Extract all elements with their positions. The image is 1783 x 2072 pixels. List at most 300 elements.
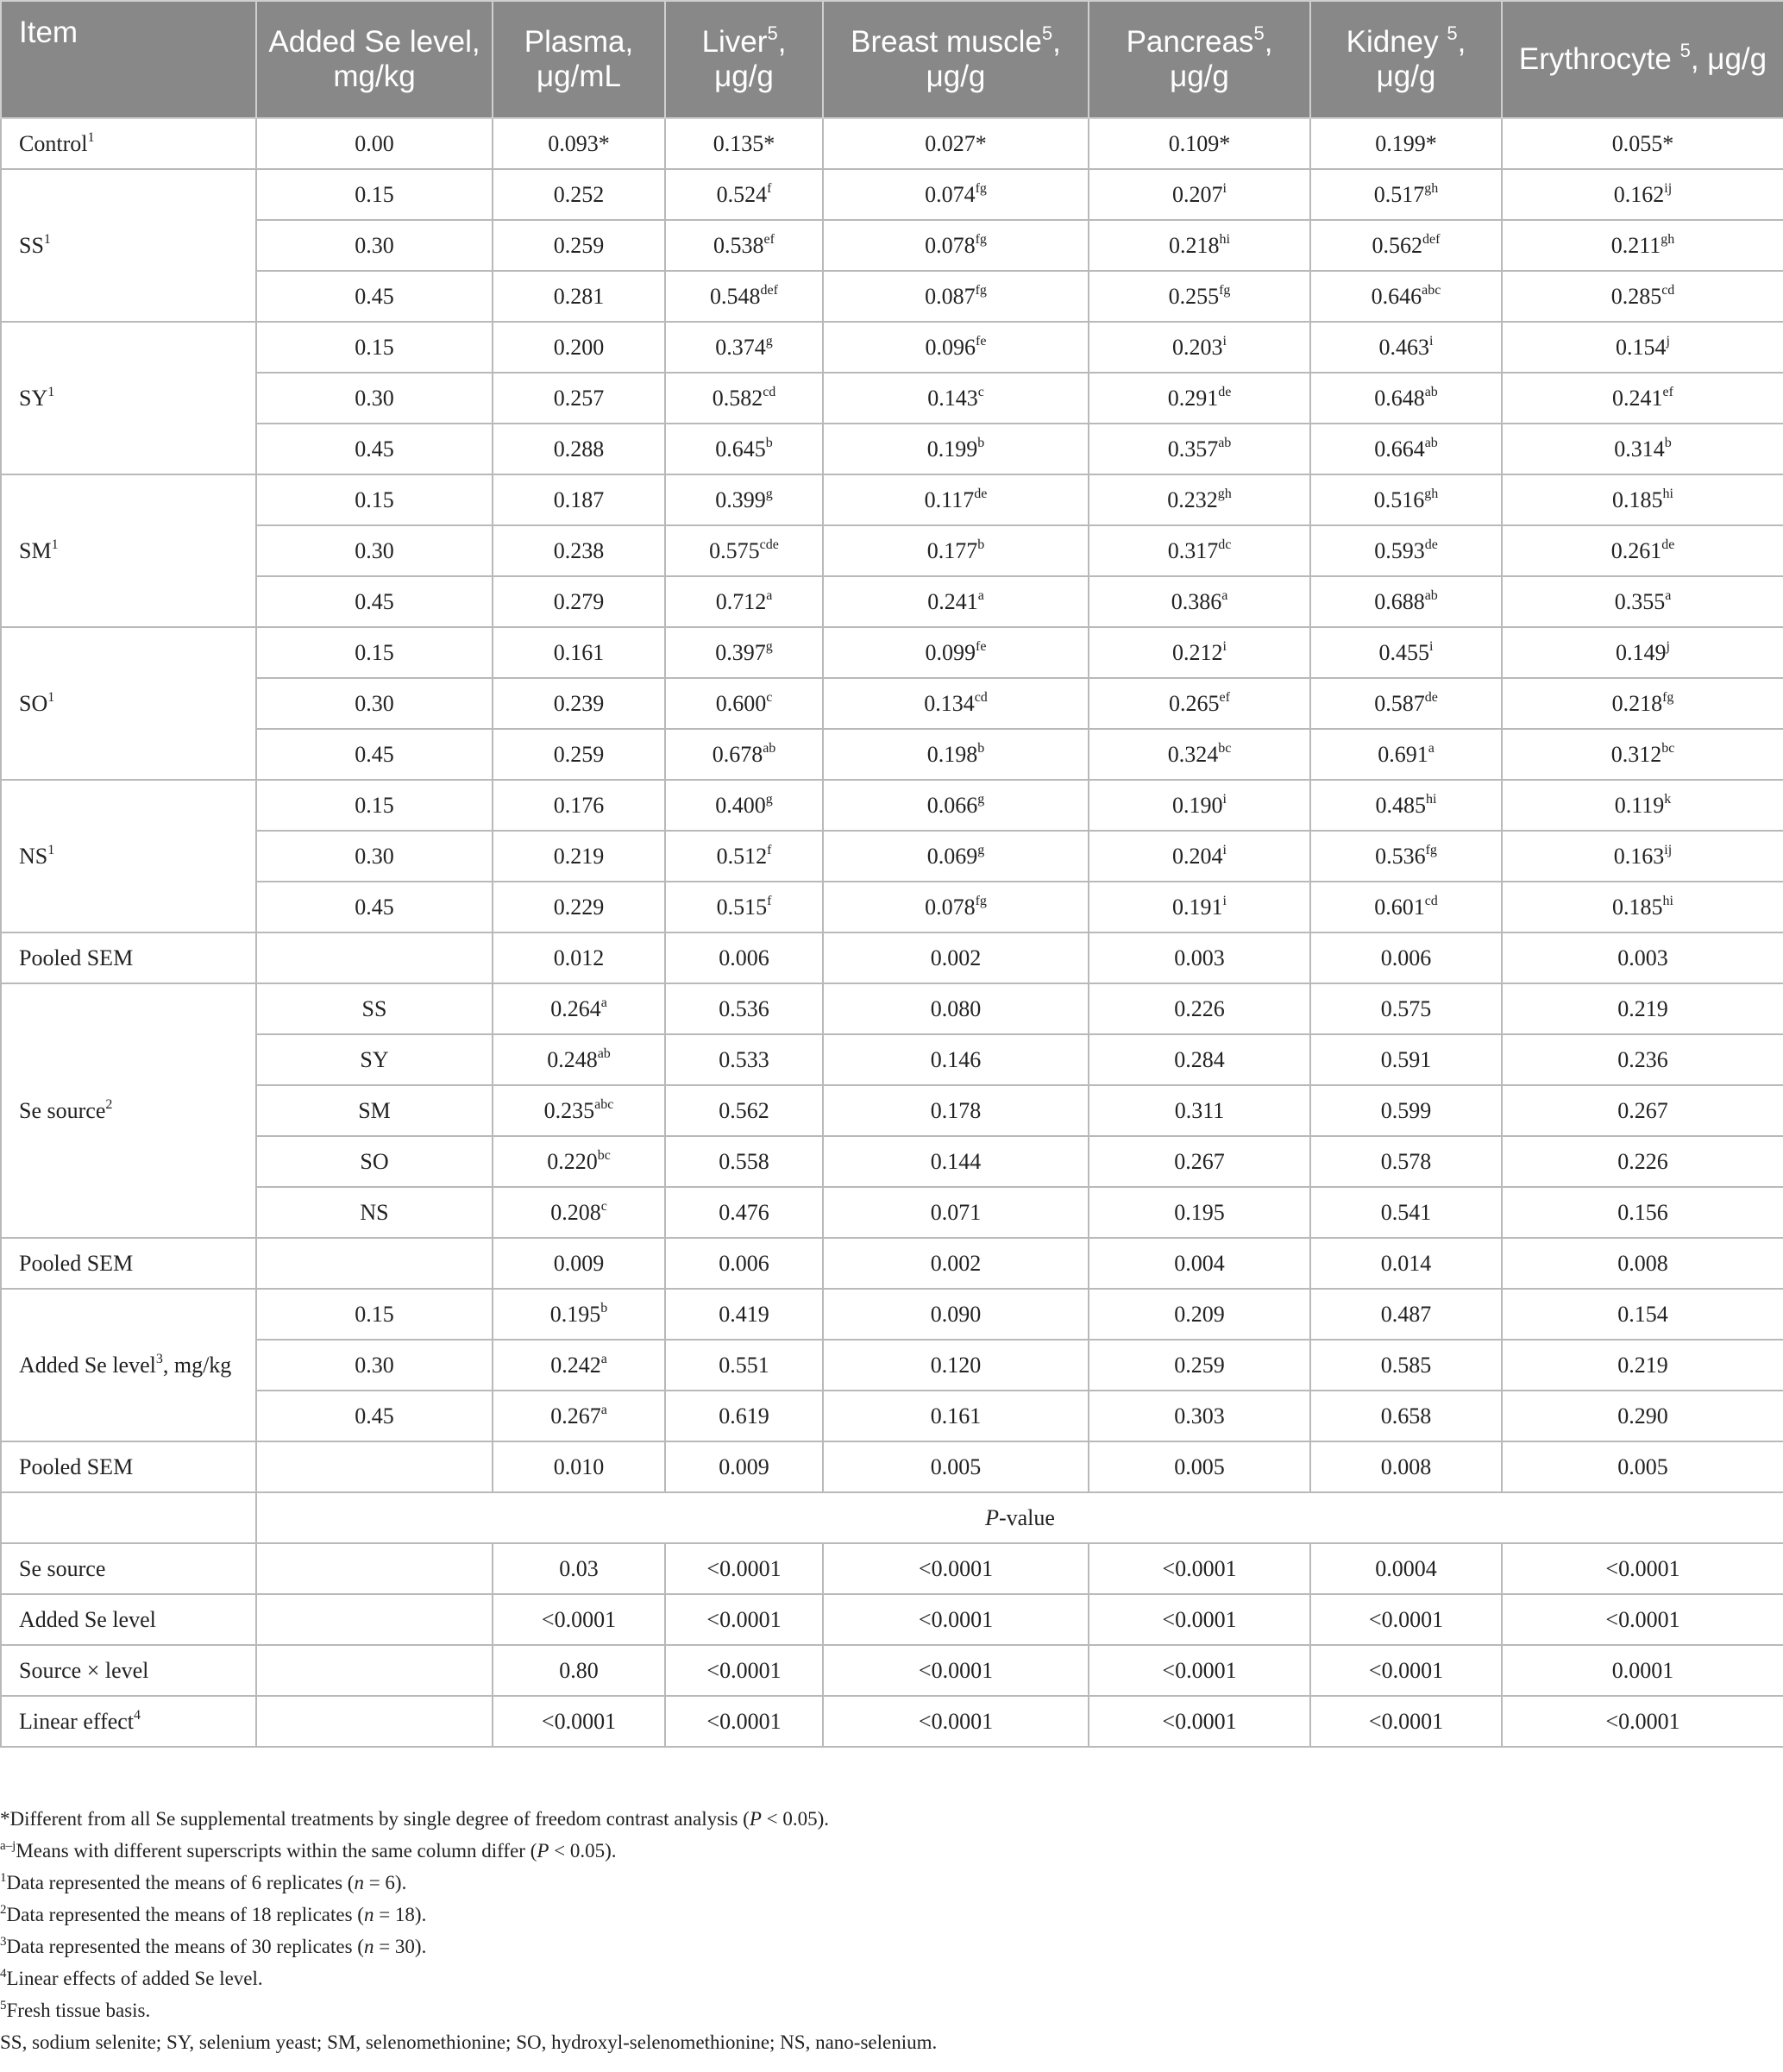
level-cell	[256, 1238, 493, 1289]
level-cell: 0.15	[256, 627, 493, 678]
cell-value: 0.257	[553, 385, 605, 411]
item-label: Added Se level	[19, 1606, 156, 1632]
column-header-superscript: 5	[1041, 22, 1053, 44]
cell-value: 0.005	[1174, 1454, 1225, 1479]
level-cell: 0.30	[256, 525, 493, 576]
column-header-text: Plasma, μg/mL	[524, 25, 634, 93]
item-superscript: 2	[105, 1096, 113, 1112]
value-cell	[1310, 576, 1502, 627]
cell-value: 0.548	[710, 283, 761, 309]
value-cell	[823, 1441, 1089, 1492]
value-cell	[1089, 1441, 1310, 1492]
value-cell	[493, 1238, 665, 1289]
cell-value: 0.014	[1380, 1250, 1432, 1276]
value-cell	[823, 1238, 1089, 1289]
level-cell: SS	[256, 983, 493, 1034]
cell-value: 0.324	[1167, 741, 1219, 767]
value-cell	[1089, 932, 1310, 983]
item-label: Control	[19, 130, 88, 156]
value-cell	[1502, 118, 1783, 169]
level-cell: 0.45	[256, 1391, 493, 1441]
value-cell	[1502, 983, 1783, 1034]
cell-superscript: b	[600, 1300, 608, 1315]
cell-superscript: i	[1222, 842, 1227, 857]
cell-value: 0.357	[1167, 436, 1219, 461]
value-cell	[665, 1340, 823, 1391]
footnote-text: = 30).	[374, 1936, 427, 1957]
cell-value: 0.578	[1380, 1148, 1432, 1174]
cell-value: 0.199*	[1375, 130, 1437, 156]
table-body	[1, 118, 1783, 1747]
value-cell	[1310, 932, 1502, 983]
cell-value: 0.285	[1610, 283, 1662, 309]
value-cell	[1502, 932, 1783, 983]
level-cell: 0.45	[256, 882, 493, 932]
footnote-text: P	[749, 1808, 762, 1830]
pvalue-header-italic: P	[985, 1504, 999, 1530]
cell-value: 0.163	[1613, 843, 1665, 869]
cell-value: 0.241	[927, 588, 978, 614]
footnote-text: n	[354, 1872, 364, 1893]
footnote-text: *Different from all Se supplemental treatments by single degree of freedom contrast analysis (	[0, 1808, 750, 1830]
value-cell	[1089, 1289, 1310, 1340]
cell-superscript: j	[1666, 638, 1670, 654]
column-header-unit: , μg/g	[1376, 25, 1466, 93]
value-cell	[493, 271, 665, 322]
item-superscript: 1	[47, 384, 55, 399]
pvalue-row	[1, 1594, 1783, 1645]
cell-superscript: de	[1661, 537, 1675, 552]
value-cell	[1310, 220, 1502, 271]
value-cell	[823, 1034, 1089, 1085]
value-cell	[665, 882, 823, 932]
cell-value: 0.027*	[925, 130, 987, 156]
value-cell	[823, 831, 1089, 882]
cell-value: 0.002	[930, 1250, 982, 1276]
cell-superscript: a	[1665, 587, 1672, 603]
cell-value: 0.517	[1373, 181, 1425, 207]
value-cell	[1310, 1391, 1502, 1441]
cell-superscript: a	[600, 995, 607, 1010]
cell-value: 0.226	[1174, 995, 1225, 1021]
footnote-text: Linear effects of added Se level.	[6, 1968, 263, 1989]
value-cell	[665, 576, 823, 627]
value-cell	[665, 1289, 823, 1340]
cell-superscript: b	[977, 740, 985, 756]
item-superscript: 1	[87, 129, 95, 145]
value-cell	[665, 525, 823, 576]
pvalue-cell: 0.0004	[1310, 1543, 1502, 1594]
footnote-superscript: 3	[0, 1935, 7, 1949]
cell-value: 0.005	[930, 1454, 982, 1479]
cell-superscript: fe	[976, 638, 987, 654]
pvalue-header	[256, 1492, 1783, 1543]
table-row	[1, 729, 1783, 780]
level-cell: 0.15	[256, 474, 493, 525]
value-cell	[1502, 474, 1783, 525]
cell-superscript: b	[977, 537, 985, 552]
cell-superscript: g	[977, 842, 985, 857]
level-cell: SM	[256, 1085, 493, 1136]
value-cell	[1089, 169, 1310, 220]
cell-superscript: i	[1429, 333, 1434, 348]
cell-value: 0.290	[1617, 1403, 1668, 1428]
table-row	[1, 1441, 1783, 1492]
value-cell	[1089, 831, 1310, 882]
cell-superscript: gh	[1661, 231, 1675, 247]
column-header-text: Liver	[701, 25, 768, 59]
cell-superscript: fg	[975, 231, 987, 247]
level-cell	[256, 1441, 493, 1492]
value-cell	[1502, 780, 1783, 831]
value-cell	[493, 576, 665, 627]
value-cell	[1502, 678, 1783, 729]
header-row	[1, 1, 1783, 118]
value-cell	[1310, 627, 1502, 678]
cell-value: 0.267	[1617, 1097, 1668, 1123]
cell-superscript: i	[1429, 638, 1434, 654]
cell-value: 0.218	[1169, 232, 1220, 258]
item-cell	[1, 118, 256, 169]
cell-value: 0.195	[549, 1301, 601, 1327]
pvalue-cell: <0.0001	[1310, 1696, 1502, 1747]
cell-value: 0.355	[1614, 588, 1666, 614]
pvalue-cell: <0.0001	[823, 1594, 1089, 1645]
value-cell	[493, 932, 665, 983]
cell-value: 0.212	[1172, 639, 1223, 665]
value-cell	[493, 220, 665, 271]
cell-value: 0.199	[926, 436, 978, 461]
value-cell	[1089, 271, 1310, 322]
footnote-text: SS, sodium selenite; SY, selenium yeast; SM, selenomethionine; SO, hydroxyl-selenomethionine; NS, nano-selenium.	[0, 2031, 938, 2053]
value-cell	[1310, 373, 1502, 424]
cell-value: 0.200	[553, 334, 605, 360]
pvalue-cell: <0.0001	[665, 1594, 823, 1645]
table-row	[1, 118, 1783, 169]
cell-value: 0.134	[924, 690, 975, 716]
cell-value: 0.601	[1374, 894, 1425, 920]
value-cell	[1502, 1340, 1783, 1391]
cell-value: 0.135*	[713, 130, 775, 156]
cell-superscript: ab	[1424, 435, 1438, 450]
cell-value: 0.003	[1617, 945, 1668, 970]
value-cell	[665, 780, 823, 831]
value-cell	[1089, 474, 1310, 525]
cell-superscript: cd	[1661, 282, 1675, 298]
cell-value: 0.071	[930, 1199, 982, 1225]
cell-superscript: cde	[759, 537, 779, 552]
cell-superscript: de	[1424, 537, 1438, 552]
table-row	[1, 1289, 1783, 1340]
cell-superscript: cd	[763, 384, 776, 399]
cell-value: 0.648	[1374, 385, 1425, 411]
footnote-text: = 6).	[363, 1872, 407, 1893]
column-header-unit: , μg/g	[1170, 25, 1273, 93]
value-cell	[1502, 576, 1783, 627]
pvalue-row	[1, 1543, 1783, 1594]
column-header-superscript: 5	[1253, 22, 1265, 44]
value-cell	[823, 271, 1089, 322]
table-row	[1, 1391, 1783, 1441]
value-cell	[1502, 322, 1783, 373]
cell-value: 0.154	[1616, 334, 1667, 360]
column-header-text: Erythrocyte	[1518, 42, 1680, 76]
cell-value: 0.562	[719, 1097, 769, 1123]
table-row	[1, 882, 1783, 932]
footnote-superscript: 4	[0, 1967, 7, 1981]
value-cell	[1310, 169, 1502, 220]
column-header-unit: , μg/g	[714, 25, 787, 93]
value-cell	[823, 932, 1089, 983]
level-cell: 0.30	[256, 831, 493, 882]
cell-value: 0.516	[1373, 487, 1425, 512]
value-cell	[1089, 1238, 1310, 1289]
value-cell	[1089, 1391, 1310, 1441]
cell-value: 0.093*	[548, 130, 610, 156]
cell-superscript: j	[1666, 333, 1670, 348]
value-cell	[665, 1238, 823, 1289]
item-cell	[1, 1594, 256, 1645]
cell-value: 0.463	[1378, 334, 1430, 360]
value-cell	[823, 1289, 1089, 1340]
cell-value: 0.211	[1610, 232, 1661, 258]
value-cell	[493, 1136, 665, 1187]
footnote-superscript: 2	[0, 1903, 7, 1917]
cell-value: 0.664	[1374, 436, 1425, 461]
cell-value: 0.646	[1371, 283, 1422, 309]
value-cell	[1310, 831, 1502, 882]
pvalue-cell: 0.0001	[1502, 1645, 1783, 1696]
value-cell	[493, 983, 665, 1034]
value-cell	[823, 1136, 1089, 1187]
value-cell	[1310, 1289, 1502, 1340]
level-cell: 0.45	[256, 729, 493, 780]
cell-value: 0.003	[1174, 945, 1225, 970]
column-header	[1089, 1, 1310, 118]
cell-value: 0.284	[1174, 1046, 1225, 1072]
cell-value: 0.203	[1172, 334, 1223, 360]
cell-superscript: b	[977, 435, 985, 450]
table-row	[1, 1136, 1783, 1187]
item-label: Pooled SEM	[19, 1250, 134, 1276]
cell-value: 0.419	[719, 1301, 769, 1327]
value-cell	[823, 1391, 1089, 1441]
cell-value: 0.219	[553, 843, 605, 869]
cell-value: 0.593	[1374, 537, 1425, 563]
cell-value: 0.485	[1375, 792, 1427, 818]
level-cell: SO	[256, 1136, 493, 1187]
value-cell	[1502, 831, 1783, 882]
cell-value: 0.235	[543, 1097, 595, 1123]
cell-superscript: de	[974, 486, 988, 501]
cell-superscript: ab	[1424, 384, 1438, 399]
item-cell	[1, 932, 256, 983]
cell-value: 0.600	[715, 690, 767, 716]
cell-value: 0.012	[553, 945, 605, 970]
pvalue-cell: 0.03	[493, 1543, 665, 1594]
value-cell	[493, 780, 665, 831]
footnote-text: Data represented the means of 6 replicates (	[6, 1872, 355, 1893]
pvalue-cell: <0.0001	[823, 1645, 1089, 1696]
value-cell	[665, 322, 823, 373]
value-cell	[1089, 983, 1310, 1034]
column-header-text: Breast muscle	[851, 25, 1042, 59]
cell-superscript: a	[1428, 740, 1435, 756]
item-superscript: 4	[134, 1707, 141, 1723]
table-row	[1, 932, 1783, 983]
value-cell	[493, 474, 665, 525]
pvalue-header-rest: -value	[998, 1504, 1055, 1530]
cell-superscript: abc	[1422, 282, 1441, 298]
level-cell	[256, 1543, 493, 1594]
footnote-superscript: 1	[0, 1871, 7, 1885]
cell-superscript: i	[1222, 791, 1227, 807]
cell-superscript: gh	[1424, 180, 1439, 196]
value-cell	[1310, 1034, 1502, 1085]
table-row	[1, 1187, 1783, 1238]
cell-superscript: fe	[976, 333, 987, 348]
item-cell	[1, 169, 256, 322]
cell-value: 0.691	[1378, 741, 1428, 767]
cell-superscript: fg	[975, 282, 987, 298]
value-cell	[1089, 1136, 1310, 1187]
value-cell	[665, 831, 823, 882]
table-row	[1, 1085, 1783, 1136]
cell-value: 0.219	[1617, 1352, 1668, 1378]
value-cell	[493, 882, 665, 932]
cell-value: 0.261	[1610, 537, 1662, 563]
value-cell	[1089, 1340, 1310, 1391]
value-cell	[1089, 882, 1310, 932]
value-cell	[1089, 118, 1310, 169]
item-suffix: , mg/kg	[162, 1352, 232, 1378]
level-cell: 0.15	[256, 322, 493, 373]
cell-value: 0.162	[1613, 181, 1665, 207]
cell-value: 0.120	[930, 1352, 982, 1378]
item-superscript: 1	[51, 537, 59, 552]
cell-value: 0.267	[1174, 1148, 1225, 1174]
table-row	[1, 983, 1783, 1034]
cell-value: 0.055*	[1611, 130, 1674, 156]
cell-value: 0.143	[927, 385, 978, 411]
table-row	[1, 831, 1783, 882]
value-cell	[823, 627, 1089, 678]
cell-superscript: g	[765, 333, 773, 348]
column-header	[1, 1, 256, 118]
pvalue-cell: <0.0001	[1502, 1543, 1783, 1594]
cell-superscript: g	[765, 638, 773, 654]
cell-value: 0.585	[1380, 1352, 1432, 1378]
cell-value: 0.712	[715, 588, 767, 614]
cell-superscript: abc	[594, 1096, 614, 1112]
cell-value: 0.515	[716, 894, 768, 920]
level-cell: 0.15	[256, 1289, 493, 1340]
cell-value: 0.220	[547, 1148, 598, 1174]
footnote	[0, 1899, 1783, 1931]
cell-value: 0.264	[550, 995, 601, 1021]
footnote	[0, 1835, 1783, 1867]
cell-value: 0.591	[1380, 1046, 1432, 1072]
cell-value: 0.198	[926, 741, 978, 767]
cell-value: 0.185	[1612, 894, 1663, 920]
column-header	[1310, 1, 1502, 118]
value-cell	[1310, 1238, 1502, 1289]
column-header	[665, 1, 823, 118]
value-cell	[493, 322, 665, 373]
column-header-text: Kidney	[1346, 25, 1447, 59]
value-cell	[1502, 525, 1783, 576]
cell-value: 0.078	[925, 232, 976, 258]
cell-value: 0.242	[550, 1352, 601, 1378]
value-cell	[1502, 424, 1783, 474]
column-header	[823, 1, 1089, 118]
cell-value: 0.191	[1172, 894, 1223, 920]
cell-value: 0.562	[1372, 232, 1423, 258]
footnote-text: Fresh tissue basis.	[6, 2000, 151, 2021]
cell-value: 0.252	[553, 181, 605, 207]
pvalue-cell: <0.0001	[1310, 1594, 1502, 1645]
column-header-unit: , μg/g	[1690, 42, 1767, 76]
cell-value: 0.288	[553, 436, 605, 461]
value-cell	[493, 118, 665, 169]
footnote	[0, 1994, 1783, 2026]
value-cell	[1502, 1085, 1783, 1136]
column-header-text: Item	[19, 16, 78, 49]
value-cell	[823, 322, 1089, 373]
cell-value: 0.587	[1374, 690, 1425, 716]
item-label: Pooled SEM	[19, 1454, 134, 1479]
cell-value: 0.582	[712, 385, 763, 411]
value-cell	[1089, 220, 1310, 271]
cell-value: 0.645	[715, 436, 766, 461]
value-cell	[1089, 1034, 1310, 1085]
value-cell	[1310, 118, 1502, 169]
cell-superscript: ab	[763, 740, 776, 756]
cell-superscript: fg	[1662, 689, 1674, 705]
value-cell	[1502, 882, 1783, 932]
cell-value: 0.187	[553, 487, 605, 512]
cell-superscript: ef	[1219, 689, 1230, 705]
level-cell: 0.45	[256, 424, 493, 474]
item-label: Se source	[19, 1555, 106, 1581]
pvalue-cell: <0.0001	[1089, 1594, 1310, 1645]
cell-value: 0.255	[1168, 283, 1220, 309]
cell-value: 0.154	[1617, 1301, 1668, 1327]
cell-superscript: ab	[1424, 587, 1438, 603]
cell-superscript: i	[1222, 180, 1227, 196]
pvalue-cell: <0.0001	[823, 1543, 1089, 1594]
cell-superscript: def	[760, 282, 778, 298]
cell-value: 0.006	[719, 945, 769, 970]
cell-value: 0.658	[1380, 1403, 1432, 1428]
column-header	[256, 1, 493, 118]
cell-value: 0.099	[925, 639, 976, 665]
cell-value: 0.314	[1614, 436, 1665, 461]
cell-value: 0.399	[715, 487, 766, 512]
level-cell	[256, 932, 493, 983]
table-row	[1, 576, 1783, 627]
level-cell: 0.30	[256, 1340, 493, 1391]
value-cell	[1089, 627, 1310, 678]
value-cell	[665, 271, 823, 322]
cell-value: 0.204	[1172, 843, 1223, 869]
cell-value: 0.259	[553, 741, 605, 767]
table-row	[1, 220, 1783, 271]
value-cell	[1502, 1238, 1783, 1289]
cell-value: 0.267	[550, 1403, 601, 1428]
cell-value: 0.005	[1617, 1454, 1668, 1479]
footnote-text: Means with different superscripts within the same column differ (	[16, 1840, 537, 1862]
